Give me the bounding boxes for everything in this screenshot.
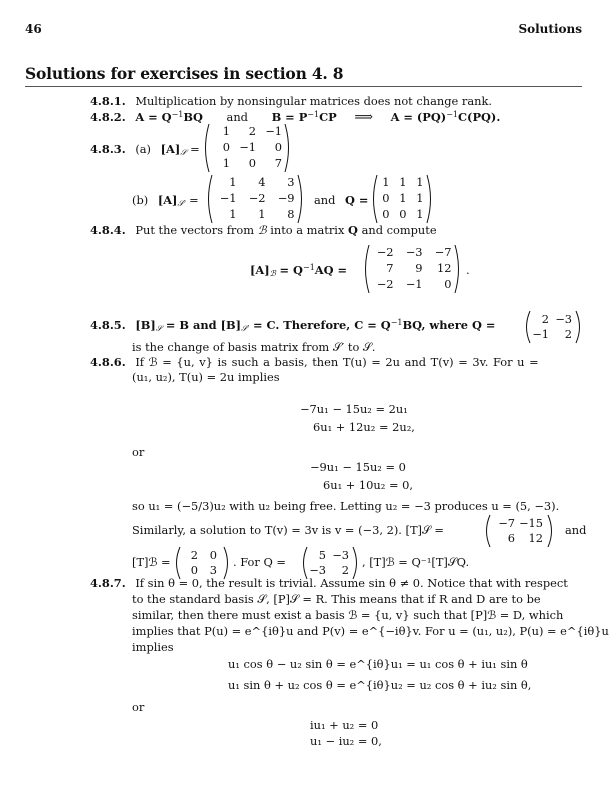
matrix-cell: 0 xyxy=(399,207,407,221)
solution-4-8-4 xyxy=(90,223,437,237)
matrix-cell: 12 xyxy=(437,261,452,275)
and-word: and xyxy=(314,193,336,207)
page-number: 46 xyxy=(25,22,42,36)
equation: u₁ − iu₂ = 0, xyxy=(310,734,382,748)
solution-label: 4.8.7. xyxy=(90,576,126,590)
matrix-cell: 0 xyxy=(248,156,256,170)
matrix-cell: 2 xyxy=(341,563,349,577)
sub: 𝒮 xyxy=(155,324,162,333)
left-paren xyxy=(487,515,491,547)
matrix-cell: −3 xyxy=(309,563,326,577)
matrix-cell: 3 xyxy=(209,563,217,577)
lhs: [A] xyxy=(250,263,270,277)
or-word: or xyxy=(132,445,145,459)
solution-label: 4.8.2. xyxy=(90,110,126,124)
solution-label: 4.8.1. xyxy=(90,94,126,108)
and-q xyxy=(314,193,368,207)
matrix-cell: 1 xyxy=(416,175,424,189)
eq-a-tail: BQ xyxy=(183,110,203,124)
matrix-cell: −1 xyxy=(219,191,237,205)
matrix-a-b xyxy=(362,244,462,294)
matrix-cell: 8 xyxy=(287,207,295,221)
subscript-s: 𝒮 xyxy=(180,148,187,157)
implies-arrow: ⟹ xyxy=(354,110,373,125)
text-line: If ℬ = {u, v} is such a basis, then T(u) = 2u and T(v) = 3v. For u = xyxy=(135,355,539,369)
matrix-cell: 3 xyxy=(287,175,295,189)
equation: u₁ cos θ − u₂ sin θ = e^{iθ}u₁ = u₁ cos θ + iu₁ sin θ xyxy=(228,657,528,671)
matrix-a-s xyxy=(202,123,292,173)
right-paren xyxy=(298,175,302,223)
lhs-b: [A] xyxy=(157,193,178,207)
matrix-cell: 1 xyxy=(416,207,424,221)
or-word: or xyxy=(132,700,145,714)
text-part: = B and [B] xyxy=(161,318,242,332)
matrix-cell: 0 xyxy=(274,140,282,154)
text-part: Put the vectors from xyxy=(135,223,255,237)
matrix-cell: −2 xyxy=(376,245,394,259)
solution-label: 4.8.3. xyxy=(90,142,126,156)
matrix-q-486 xyxy=(300,546,360,580)
right-paren xyxy=(576,311,580,343)
sub: 𝒮′ xyxy=(241,324,250,333)
matrix-cell: 1 xyxy=(229,207,237,221)
text-part: [B] xyxy=(135,318,156,332)
matrix-t-b xyxy=(173,546,231,580)
matrix-cell: −15 xyxy=(519,516,544,530)
equation: 6u₁ + 10u₂ = 0, xyxy=(323,478,413,492)
matrix-cell: 0 xyxy=(209,548,217,562)
matrix-cell: 0 xyxy=(222,140,230,154)
text-line: similar, then there must exist a basis ℬ = {u, v} such that [P]ℬ = D, which xyxy=(132,608,564,622)
matrix-cell: 6 xyxy=(507,531,515,545)
matrix-cell: −1 xyxy=(239,140,256,154)
solution-4-8-5: 4.8.5. $[B]_𝒮 = B$ and $[B]_{𝒮'} = C$. Therefore, $C = Q^{-1}BQ$, where Q = xyxy=(90,318,496,333)
and-word: and xyxy=(565,523,587,537)
matrix-cell: 12 xyxy=(528,531,543,545)
right-paren xyxy=(353,547,357,579)
right-paren xyxy=(548,515,552,547)
matrix-cell: −2 xyxy=(248,191,266,205)
solution-4-8-3b: (b) $[A]_{𝒮'}$ = xyxy=(132,193,199,208)
solution-4-8-1 xyxy=(90,94,492,108)
solution-label: 4.8.5. xyxy=(90,318,126,332)
equation: −9u₁ − 15u₂ = 0 xyxy=(310,460,406,474)
eq-aq: AQ = xyxy=(314,263,348,277)
text-part: and compute xyxy=(361,223,437,237)
running-head: Solutions xyxy=(518,22,582,36)
matrix-q xyxy=(370,174,434,224)
matrix-cell: 1 xyxy=(222,124,230,138)
section-title: Solutions for exercises in section 4. 8 xyxy=(25,64,344,83)
matrix-cell: 1 xyxy=(382,175,390,189)
matrix-cell: −2 xyxy=(376,277,394,291)
period: . xyxy=(466,263,470,277)
matrix-cell: 1 xyxy=(258,207,266,221)
matrix-cell: −7 xyxy=(434,245,452,259)
lhs-a: [A] xyxy=(160,142,181,156)
text-line: implies that P(u) = e^{iθ}u and P(v) = e^{−iθ}v. For u = (u₁, u₂), P(u) = e^{iθ}u xyxy=(132,624,609,638)
right-paren xyxy=(455,245,459,293)
matrix-a-s-prime xyxy=(205,174,305,224)
solution-4-8-5-line2: is the change of basis matrix from 𝒮′ to 𝒮. xyxy=(132,340,376,354)
section-rule xyxy=(25,86,582,87)
matrix-cell: 4 xyxy=(258,175,266,189)
right-paren xyxy=(224,547,228,579)
text-line: to the standard basis 𝒮, [P]𝒮 = R. This means that if R and D are to be xyxy=(132,592,541,606)
and-word: and xyxy=(226,110,248,124)
matrix-cell: 7 xyxy=(274,156,282,170)
running-header xyxy=(25,22,582,38)
equation: u₁ sin θ + u₂ cos θ = e^{iθ}u₂ = u₂ cos θ + iu₂ sin θ, xyxy=(228,678,532,692)
matrix-q-485 xyxy=(523,310,583,344)
tb-lhs: [T]ℬ = xyxy=(132,555,171,569)
matrix-cell: 1 xyxy=(222,156,230,170)
solution-4-8-7 xyxy=(90,576,568,590)
text-part: into a matrix xyxy=(270,223,345,237)
text-part: , [T]ℬ = Q⁻¹[T]𝒮Q. xyxy=(362,555,470,569)
eq-q: = Q xyxy=(279,263,303,277)
text-part: . For Q = xyxy=(233,555,286,569)
matrix-cell: 2 xyxy=(564,327,572,341)
solution-4-8-2: 4.8.2. $A = Q^{-1}BQ$ and $B = P^{-1}CP$ ⟹ A = (PQ)$^{-1}$C(PQ). xyxy=(90,110,501,125)
equation: −7u₁ − 15u₂ = 2u₁ xyxy=(300,402,408,416)
matrix-cell: −1 xyxy=(265,124,282,138)
matrix-cell: 1 xyxy=(399,191,407,205)
text-line: implies xyxy=(132,640,174,654)
matrix-cell: 7 xyxy=(386,261,394,275)
eq-a: A = Q xyxy=(135,110,172,124)
matrix-cell: −3 xyxy=(332,548,349,562)
text-line: Similarly, a solution to T(v) = 3v is v = (−3, 2). [T]𝒮 = xyxy=(132,523,444,537)
matrix-cell: −1 xyxy=(405,277,423,291)
subscript-s-prime: 𝒮′ xyxy=(177,199,186,208)
text-part: BQ, where Q = xyxy=(402,318,496,332)
matrix-cell: −3 xyxy=(555,312,572,326)
matrix-cell: 2 xyxy=(541,312,549,326)
eq-b-tail: CP xyxy=(319,110,337,124)
q-symbol: Q xyxy=(348,223,358,237)
equation: 6u₁ + 12u₂ = 2u₂, xyxy=(313,420,415,434)
right-paren xyxy=(427,175,431,223)
solution-label: 4.8.6. xyxy=(90,355,126,369)
matrix-cell: 0 xyxy=(190,563,198,577)
solution-text: Multiplication by nonsingular matrices does not change rank. xyxy=(135,94,492,108)
matrix-cell: −7 xyxy=(498,516,515,530)
matrix-cell: 0 xyxy=(444,277,452,291)
right-paren xyxy=(285,124,289,172)
matrix-cell: −9 xyxy=(277,191,295,205)
eq-a-b: $[A]_ℬ = Q^{-1}AQ$ = xyxy=(250,263,348,278)
solution-4-8-3a: 4.8.3. (a) $[A]_𝒮$ = xyxy=(90,142,200,157)
matrix-cell: 2 xyxy=(248,124,256,138)
matrix-t-s xyxy=(483,514,555,548)
text-line: so u₁ = (−5/3)u₂ with u₂ being free. Letting u₂ = −3 produces u = (5, −3). xyxy=(132,499,560,513)
matrix-cell: −1 xyxy=(532,327,549,341)
subscript-b: ℬ xyxy=(269,269,276,278)
eq-c: A = (PQ) xyxy=(390,110,447,124)
text-line: If sin θ = 0, the result is trivial. Assume sin θ ≠ 0. Notice that with respect xyxy=(135,576,568,590)
part-b-label: (b) xyxy=(132,193,149,207)
basis-b: ℬ xyxy=(257,223,267,237)
matrix-cell: 0 xyxy=(382,191,390,205)
matrix-cell: 9 xyxy=(415,261,423,275)
text-line: (u₁, u₂), T(u) = 2u implies xyxy=(132,370,280,384)
equation: iu₁ + u₂ = 0 xyxy=(310,718,379,732)
solution-4-8-6 xyxy=(90,355,539,369)
matrix-cell: 5 xyxy=(318,548,326,562)
text-part: = C. Therefore, C = Q xyxy=(249,318,391,332)
eq-b: B = P xyxy=(271,110,308,124)
eq-c-tail: C(PQ). xyxy=(457,110,501,124)
solution-label: 4.8.4. xyxy=(90,223,126,237)
q-lhs: Q = xyxy=(345,193,369,207)
matrix-cell: 1 xyxy=(229,175,237,189)
left-paren xyxy=(177,547,181,579)
matrix-cell: −3 xyxy=(405,245,423,259)
matrix-cell: 1 xyxy=(416,191,424,205)
matrix-cell: 2 xyxy=(190,548,198,562)
matrix-cell: 0 xyxy=(382,207,390,221)
part-a-label: (a) xyxy=(135,142,151,156)
matrix-cell: 1 xyxy=(399,175,407,189)
